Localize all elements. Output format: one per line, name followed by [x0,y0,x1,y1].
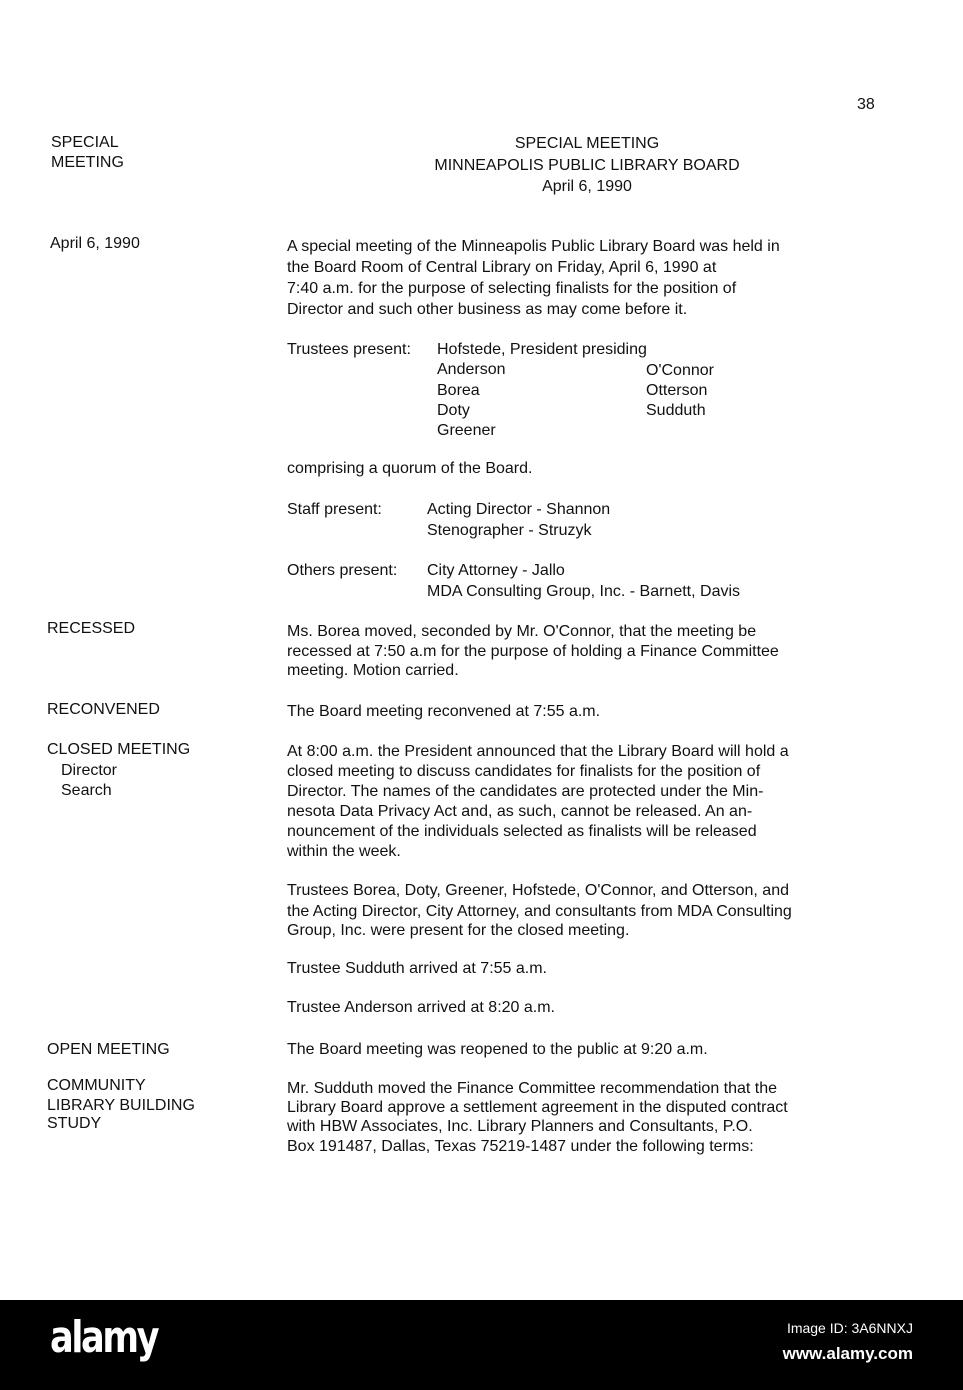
recessed-line: Ms. Borea moved, seconded by Mr. O'Connor, that the meeting be [287,623,757,640]
community-line: Library Board approve a settlement agreement in the disputed contract [287,1099,788,1116]
others-item: City Attorney - Jallo [427,562,565,579]
closed-label: CLOSED MEETING [47,741,191,758]
image-id: Image ID: 3A6NNXJ [786,1320,913,1336]
attendees-line: Group, Inc. were present for the closed meeting. [287,922,630,939]
community-label: STUDY [47,1115,102,1132]
trustee-name: Sudduth [646,402,706,419]
sudduth-arrival: Trustee Sudduth arrived at 7:55 a.m. [287,960,547,977]
document-title: MINNEAPOLIS PUBLIC LIBRARY BOARD [434,157,740,174]
others-label: Others present: [287,562,398,579]
recessed-line: recessed at 7:50 a.m for the purpose of holding a Finance Committee [287,643,779,660]
page-number: 38 [857,96,875,113]
open-text: The Board meeting was reopened to the public at 9:20 a.m. [287,1041,708,1058]
community-line: Box 191487, Dallas, Texas 75219-1487 under the following terms: [287,1138,754,1155]
staff-label: Staff present: [287,501,382,518]
intro-line: 7:40 a.m. for the purpose of selecting finalists for the position of [287,280,737,297]
closed-label: Director [61,762,118,779]
closed-line: within the week. [287,843,401,860]
community-line: with HBW Associates, Inc. Library Planners and Consultants, P.O. [287,1118,753,1135]
trustees-presiding: Hofstede, President presiding [437,341,647,358]
reconvened-text: The Board meeting reconvened at 7:55 a.m. [287,703,601,720]
trustee-name: Greener [437,422,496,439]
community-label: LIBRARY BUILDING [47,1097,195,1114]
document-date: April 6, 1990 [542,178,632,195]
community-line: Mr. Sudduth moved the Finance Committee recommendation that the [287,1080,778,1097]
closed-line: Director. The names of the candidates are protected under the Min- [287,783,764,800]
trustee-name: Borea [437,382,480,399]
closed-line: nesota Data Privacy Act and, as such, cannot be released. An an- [287,803,753,820]
recessed-line: meeting. Motion carried. [287,662,459,679]
date-label: April 6, 1990 [50,235,140,252]
closed-label: Search [61,782,112,799]
trustee-name: Doty [437,402,470,419]
staff-item: Stenographer - Struzyk [427,522,592,539]
intro-line: Director and such other business as may come before it. [287,301,688,318]
recessed-label: RECESSED [47,620,136,637]
anderson-arrival: Trustee Anderson arrived at 8:20 a.m. [287,999,555,1016]
staff-item: Acting Director - Shannon [427,501,611,518]
attendees-line: Trustees Borea, Doty, Greener, Hofstede, O'Connor, and Otterson, and [287,882,789,899]
trustees-label: Trustees present: [287,341,411,358]
attendees-line: the Acting Director, City Attorney, and consultants from MDA Consulting [287,903,792,920]
margin-label: SPECIAL [51,134,119,151]
others-item: MDA Consulting Group, Inc. - Barnett, Davis [427,583,741,600]
community-label: COMMUNITY [47,1077,146,1094]
alamy-logo: alamy [50,1312,158,1363]
closed-line: At 8:00 a.m. the President announced that the Library Board will hold a [287,743,789,760]
watermark-footer [0,1300,963,1390]
quorum-text: comprising a quorum of the Board. [287,460,533,477]
intro-line: A special meeting of the Minneapolis Public Library Board was held in [287,238,780,255]
intro-line: the Board Room of Central Library on Friday, April 6, 1990 at [287,259,717,276]
trustee-name: Otterson [646,382,708,399]
closed-line: closed meeting to discuss candidates for finalists for the position of [287,763,761,780]
site-url: www.alamy.com [782,1344,913,1363]
trustee-name: O'Connor [646,362,714,379]
trustee-name: Anderson [437,361,506,378]
open-label: OPEN MEETING [47,1041,170,1058]
closed-line: nouncement of the individuals selected as finalists will be released [287,823,757,840]
document-title: SPECIAL MEETING [514,135,660,152]
reconvened-label: RECONVENED [47,701,160,718]
margin-label: MEETING [51,154,124,171]
